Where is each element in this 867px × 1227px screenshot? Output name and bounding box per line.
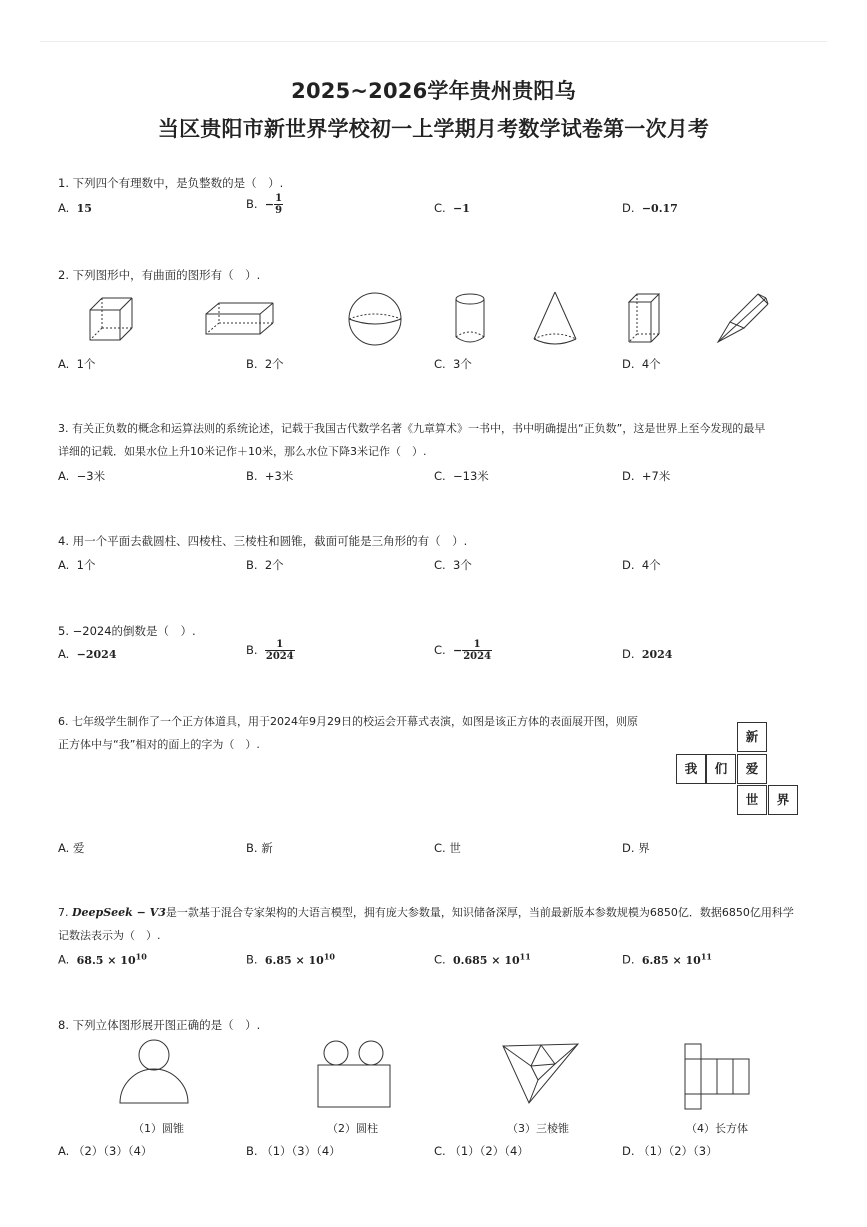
exponent: 11 xyxy=(519,951,531,961)
option-value: 2个 xyxy=(264,558,284,572)
net-cell: 新 xyxy=(737,722,767,752)
option-value: 3个 xyxy=(453,558,472,572)
q7-option-c[interactable] xyxy=(434,951,531,967)
net-cell: 世 xyxy=(737,785,767,815)
question-6-stem-line-1: 6. 七年级学生制作了一个正方体道具，用于2024年9月29日的校运会开幕式表演，如图是该正方体的表面展开图，则原 xyxy=(58,715,638,728)
figure-caption-2: （2）圆柱 xyxy=(327,1122,378,1135)
cube-figure xyxy=(84,294,136,344)
q8-option-a[interactable] xyxy=(58,1143,152,1159)
option-label: B. xyxy=(246,357,258,371)
q4-option-a[interactable] xyxy=(58,557,95,573)
q5-option-b[interactable] xyxy=(246,639,295,662)
numerator: 1 xyxy=(265,639,295,651)
mantissa: 6.85 × 10 xyxy=(641,953,701,967)
option-value: （2）（3）（4） xyxy=(72,1144,153,1158)
question-7-stem-line-1 xyxy=(58,902,794,924)
option-sign: − xyxy=(453,644,463,657)
option-label: D. xyxy=(622,469,635,483)
question-7-stem-line-2: 记数法表示为（ ）. xyxy=(58,929,161,942)
q8-option-c[interactable] xyxy=(434,1143,529,1159)
option-label: D. xyxy=(622,952,635,967)
q2-option-c[interactable] xyxy=(434,356,472,372)
q2-option-d[interactable] xyxy=(622,356,661,372)
q4-option-d[interactable] xyxy=(622,557,661,573)
denominator: 2024 xyxy=(265,651,294,662)
cylinder-net-figure xyxy=(315,1038,395,1110)
q1-option-b[interactable] xyxy=(246,193,283,216)
mantissa: 68.5 × 10 xyxy=(76,953,136,967)
net-cell: 爱 xyxy=(737,754,767,784)
sphere-figure xyxy=(346,291,404,347)
figure-caption-3: （3）三棱锥 xyxy=(507,1122,569,1135)
option-label: D. xyxy=(622,841,635,855)
q1-option-d[interactable] xyxy=(622,201,678,215)
figure-caption-1: （1）圆锥 xyxy=(133,1122,184,1135)
option-label: C. xyxy=(434,469,446,483)
option-label: C. xyxy=(434,643,446,657)
mantissa: 6.85 × 10 xyxy=(264,953,324,967)
question-number: 7. xyxy=(58,906,72,919)
option-label: C. xyxy=(434,952,446,967)
q5-option-c[interactable] xyxy=(434,639,492,662)
cuboid-figure xyxy=(203,300,275,338)
option-value: 2个 xyxy=(264,357,284,371)
q3-option-d[interactable] xyxy=(622,468,670,484)
option-sign: − xyxy=(264,198,275,211)
option-value: −1 xyxy=(453,202,470,215)
q7-option-a[interactable] xyxy=(58,951,147,967)
option-value xyxy=(264,951,335,967)
question-1-stem: 1. 下列四个有理数中，是负整数的是（ ）. xyxy=(58,176,284,190)
fraction xyxy=(462,639,492,662)
stem-text: 是一款基于混合专家架构的大语言模型，拥有庞大参数量，知识储备深厚，当前最新版本参数规模为6850亿．数据6850亿用科学 xyxy=(165,906,794,919)
option-label: B. xyxy=(246,469,258,483)
cone-figure xyxy=(530,289,580,349)
cuboid-net-figure xyxy=(682,1042,754,1114)
option-label: A. xyxy=(58,201,70,215)
q1-option-a[interactable] xyxy=(58,201,92,215)
question-3-stem-line-2: 详细的记载．如果水位上升10米记作＋10米，那么水位下降3米记作（ ）. xyxy=(58,445,427,458)
fraction xyxy=(274,193,283,216)
net-cell: 界 xyxy=(768,785,798,815)
option-value: 1个 xyxy=(76,357,96,371)
option-value: 4个 xyxy=(641,558,661,572)
option-value: 3个 xyxy=(453,357,472,371)
option-label: D. xyxy=(622,647,635,661)
denominator: 2024 xyxy=(463,651,492,662)
option-value: +3米 xyxy=(264,469,294,483)
q1-option-c[interactable] xyxy=(434,201,470,215)
exponent: 10 xyxy=(323,951,335,961)
net-cell: 们 xyxy=(706,754,736,784)
triangular-pyramid-net-figure xyxy=(498,1040,582,1108)
option-label: D. xyxy=(622,1144,635,1158)
option-value xyxy=(76,951,147,967)
q8-option-d[interactable] xyxy=(622,1143,718,1159)
q3-option-b[interactable] xyxy=(246,468,293,484)
cone-net-figure xyxy=(114,1038,194,1108)
option-label: A. xyxy=(58,647,70,661)
exponent: 10 xyxy=(135,951,147,961)
option-value xyxy=(453,951,531,967)
cylinder-figure xyxy=(452,291,488,347)
option-label: B. xyxy=(246,952,258,967)
option-label: B. xyxy=(246,841,258,855)
option-value: 1个 xyxy=(76,558,96,572)
q5-option-d[interactable] xyxy=(622,647,672,661)
option-label: A. xyxy=(58,952,70,967)
option-label: C. xyxy=(434,841,446,855)
option-value: −0.17 xyxy=(641,202,678,215)
q5-option-a[interactable] xyxy=(58,647,116,661)
option-label: D. xyxy=(622,357,635,371)
option-label: B. xyxy=(246,558,258,572)
option-value: 4个 xyxy=(641,357,661,371)
option-label: B. xyxy=(246,197,258,211)
net-cell: 我 xyxy=(676,754,706,784)
option-value: 15 xyxy=(76,202,92,215)
q3-option-c[interactable] xyxy=(434,468,489,484)
figure-caption-4: （4）长方体 xyxy=(686,1122,748,1135)
option-label: C. xyxy=(434,1144,446,1158)
q3-option-a[interactable] xyxy=(58,468,105,484)
exponent: 11 xyxy=(700,951,712,961)
option-label: A. xyxy=(58,558,70,572)
question-8-stem: 8. 下列立体图形展开图正确的是（ ）. xyxy=(58,1018,261,1032)
question-3-stem-line-1: 3. 有关正负数的概念和运算法则的系统论述，记载于我国古代数学名著《九章算术》一书中，书中明确提出“正负数”，这是世界上至今发现的最早 xyxy=(58,422,766,435)
option-label: A. xyxy=(58,469,70,483)
q4-option-c[interactable] xyxy=(434,557,472,573)
q6-option-a[interactable] xyxy=(58,840,84,856)
q2-option-a[interactable] xyxy=(58,356,95,372)
option-label: A. xyxy=(58,1144,70,1158)
option-value: （1）（3）（4） xyxy=(261,1144,341,1158)
q6-option-c[interactable] xyxy=(434,840,461,856)
option-value xyxy=(641,951,712,967)
option-label: B. xyxy=(246,1144,258,1158)
model-name: DeepSeek − V3 xyxy=(72,906,166,919)
option-value: （1）（2）（3） xyxy=(638,1144,718,1158)
triangular-prism-figure xyxy=(624,290,664,348)
option-label: C. xyxy=(434,201,446,215)
denominator: 9 xyxy=(275,205,283,216)
option-value: 世 xyxy=(449,841,461,855)
option-value: −2024 xyxy=(76,648,117,661)
question-2-stem: 2. 下列图形中，有曲面的图形有（ ）. xyxy=(58,268,261,282)
option-value: （1）（2）（4） xyxy=(449,1144,529,1158)
q8-option-b[interactable] xyxy=(246,1143,341,1159)
q2-option-b[interactable] xyxy=(246,356,284,372)
question-5-stem: 5. −2024的倒数是（ ）. xyxy=(58,624,196,638)
option-value: 界 xyxy=(638,841,650,855)
q7-option-b[interactable] xyxy=(246,951,335,967)
option-label: D. xyxy=(622,201,635,215)
option-value: −13米 xyxy=(453,469,489,483)
mantissa: 0.685 × 10 xyxy=(453,953,520,967)
numerator: 1 xyxy=(275,193,283,204)
option-label: C. xyxy=(434,558,446,572)
pyramid-figure xyxy=(714,290,772,348)
option-label: C. xyxy=(434,357,446,371)
page-title-line-1: 2025~2026学年贵州贵阳乌 xyxy=(291,79,576,103)
numerator: 1 xyxy=(462,639,492,651)
header-divider xyxy=(40,41,827,42)
option-label: B. xyxy=(246,643,258,657)
option-label: D. xyxy=(622,558,635,572)
option-label: A. xyxy=(58,357,70,371)
q6-option-d[interactable] xyxy=(622,840,650,856)
fraction xyxy=(265,639,295,662)
q7-option-d[interactable] xyxy=(622,951,712,967)
page-title-line-2: 当区贵阳市新世界学校初一上学期月考数学试卷第一次月考 xyxy=(157,117,710,141)
option-value: 爱 xyxy=(72,841,85,855)
option-value: +7米 xyxy=(641,469,671,483)
question-4-stem: 4. 用一个平面去截圆柱、四棱柱、三棱柱和圆锥，截面可能是三角形的有（ ）. xyxy=(58,534,468,548)
q6-option-b[interactable] xyxy=(246,840,273,856)
q4-option-b[interactable] xyxy=(246,557,284,573)
option-value: 新 xyxy=(261,841,273,855)
option-label: A. xyxy=(58,841,70,855)
option-value: −3米 xyxy=(76,469,106,483)
option-value: 2024 xyxy=(641,648,673,661)
question-6-stem-line-2: 正方体中与“我”相对的面上的字为（ ）. xyxy=(58,738,260,751)
